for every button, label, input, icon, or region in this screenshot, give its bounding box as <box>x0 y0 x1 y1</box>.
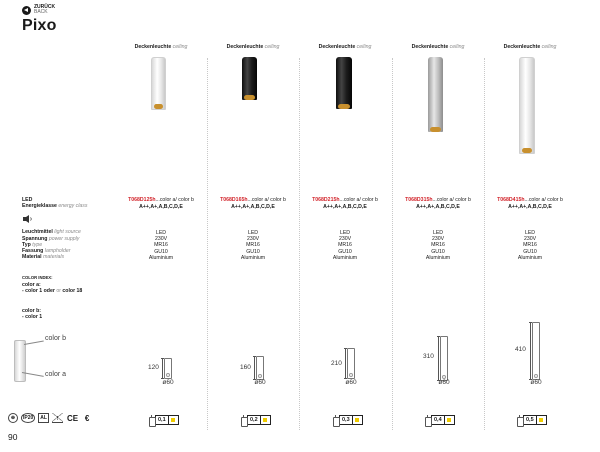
dimension-diameter: ø60 <box>162 379 174 386</box>
dimension-bar <box>345 348 346 379</box>
spec-labels <box>22 197 87 260</box>
certification-row <box>8 413 92 423</box>
callout-color-a: color a <box>45 371 67 378</box>
bulb-icon <box>516 415 523 425</box>
energy-square-icon <box>353 416 362 424</box>
dimension-height: 310 <box>423 353 434 360</box>
product-header: Deckenleuchte ceiling <box>226 44 280 50</box>
ip20-icon: IP20 <box>23 415 34 421</box>
eac-mark-icon: € <box>84 413 90 423</box>
bulb-icon <box>332 415 339 425</box>
spec-values: LED 230V MR16 GU10 Aluminium <box>332 230 358 261</box>
spec-label-light-source: Leuchtmittel light source <box>22 229 81 236</box>
callout-color-b: color b <box>45 335 67 342</box>
back-label-de: ZURÜCK <box>34 4 56 10</box>
bulb-icon <box>240 415 247 425</box>
energy-badge <box>332 415 363 425</box>
dimension-height: 160 <box>240 364 251 371</box>
dimension-bar <box>438 336 439 381</box>
spec-values: LED 230V MR16 GU10 Aluminium <box>425 230 451 261</box>
callout-line <box>24 341 44 345</box>
bulb-icon <box>148 415 155 425</box>
product-image-black-lamp <box>242 57 257 100</box>
energy-class: A++,A+,A,B,C,D,E <box>323 204 367 210</box>
product-code: T068D165h...color a/ color b <box>220 197 286 203</box>
dimension-diameter: ø60 <box>438 379 450 386</box>
product-code: T068D415h...color a/ color b <box>497 197 563 203</box>
dimension-lamp <box>440 336 448 381</box>
spec-label-material: Material materials <box>22 254 65 261</box>
dimension-bar <box>162 358 163 379</box>
back-arrow-icon <box>22 6 31 15</box>
energy-class: A++,A+,A,B,C,D,E <box>416 204 460 210</box>
product-code: T068D125h...color a/ color b <box>128 197 194 203</box>
page-title: Pixo <box>22 17 57 34</box>
product-image-white-lamp <box>151 57 166 110</box>
energy-class: A++,A+,A,B,C,D,E <box>139 204 183 210</box>
product-image-black-lamp <box>336 57 352 109</box>
dimension-lamp <box>164 358 172 379</box>
product-header: Deckenleuchte ceiling <box>503 44 557 50</box>
dimension-height: 120 <box>148 364 159 371</box>
wattage-value: 0,1 <box>156 416 169 424</box>
color-diagram-lamp <box>14 340 26 382</box>
spec-values: LED 230V MR16 GU10 Aluminium <box>517 230 543 261</box>
spec-label-power: Spannung power supply <box>22 235 80 242</box>
wattage-value: 0,5 <box>524 416 537 424</box>
dimmable-icon <box>22 214 34 224</box>
spec-values: LED 230V MR16 GU10 Aluminium <box>148 230 174 261</box>
wattage-value: 0,3 <box>340 416 353 424</box>
energy-class: A++,A+,A,B,C,D,E <box>231 204 275 210</box>
product-header: Deckenleuchte ceiling <box>318 44 372 50</box>
dimension-lamp <box>532 322 540 380</box>
energy-square-icon <box>261 416 270 424</box>
dimmer-symbol-icon: ⊕ <box>8 413 18 423</box>
wattage-value: 0,4 <box>432 416 445 424</box>
product-code: T068D315h...color a/ color b <box>405 197 471 203</box>
product-code: T068D215h...color a/ color b <box>312 197 378 203</box>
page-number: 90 <box>8 432 18 442</box>
dimension-height: 210 <box>331 360 342 367</box>
warning-triangle-icon: ! <box>52 413 63 423</box>
dimension-diameter: ø60 <box>254 379 266 386</box>
product-header: Deckenleuchte ceiling <box>411 44 465 50</box>
dimension-diameter: ø60 <box>530 379 542 386</box>
wattage-value: 0,2 <box>248 416 261 424</box>
energy-badge <box>424 415 455 425</box>
product-image-white-lamp <box>519 57 535 154</box>
energy-square-icon <box>537 416 546 424</box>
spec-label-holder: Fassung lampholder <box>22 248 71 255</box>
back-label-en: BACK <box>34 9 48 15</box>
bulb-icon <box>424 415 431 425</box>
product-image-silver-lamp <box>428 57 443 132</box>
dimension-height: 410 <box>515 346 526 353</box>
al-icon: AL <box>40 415 47 421</box>
ce-mark-icon: CE <box>66 413 79 423</box>
spec-label-led: LED <box>22 197 33 203</box>
energy-badge <box>148 415 179 425</box>
energy-square-icon <box>169 416 178 424</box>
energy-badge <box>240 415 271 425</box>
color-index: COLOR INDEX: color a: - color 1 oder or color 18 color b: - color 1 <box>22 275 83 320</box>
energy-badge <box>516 415 547 425</box>
dimension-lamp <box>256 356 264 380</box>
spec-values: LED 230V MR16 GU10 Aluminium <box>240 230 266 261</box>
dimension-diameter: ø60 <box>345 379 357 386</box>
energy-class: A++,A+,A,B,C,D,E <box>508 204 552 210</box>
dimension-bar <box>254 356 255 380</box>
energy-square-icon <box>445 416 454 424</box>
back-link[interactable] <box>22 5 55 15</box>
product-header: Deckenleuchte ceiling <box>134 44 188 50</box>
spec-label-energy: Energieklasse energy class <box>22 203 88 210</box>
dimension-bar <box>530 322 531 380</box>
dimension-lamp <box>347 348 355 379</box>
spec-label-type: Typ type <box>22 241 43 248</box>
